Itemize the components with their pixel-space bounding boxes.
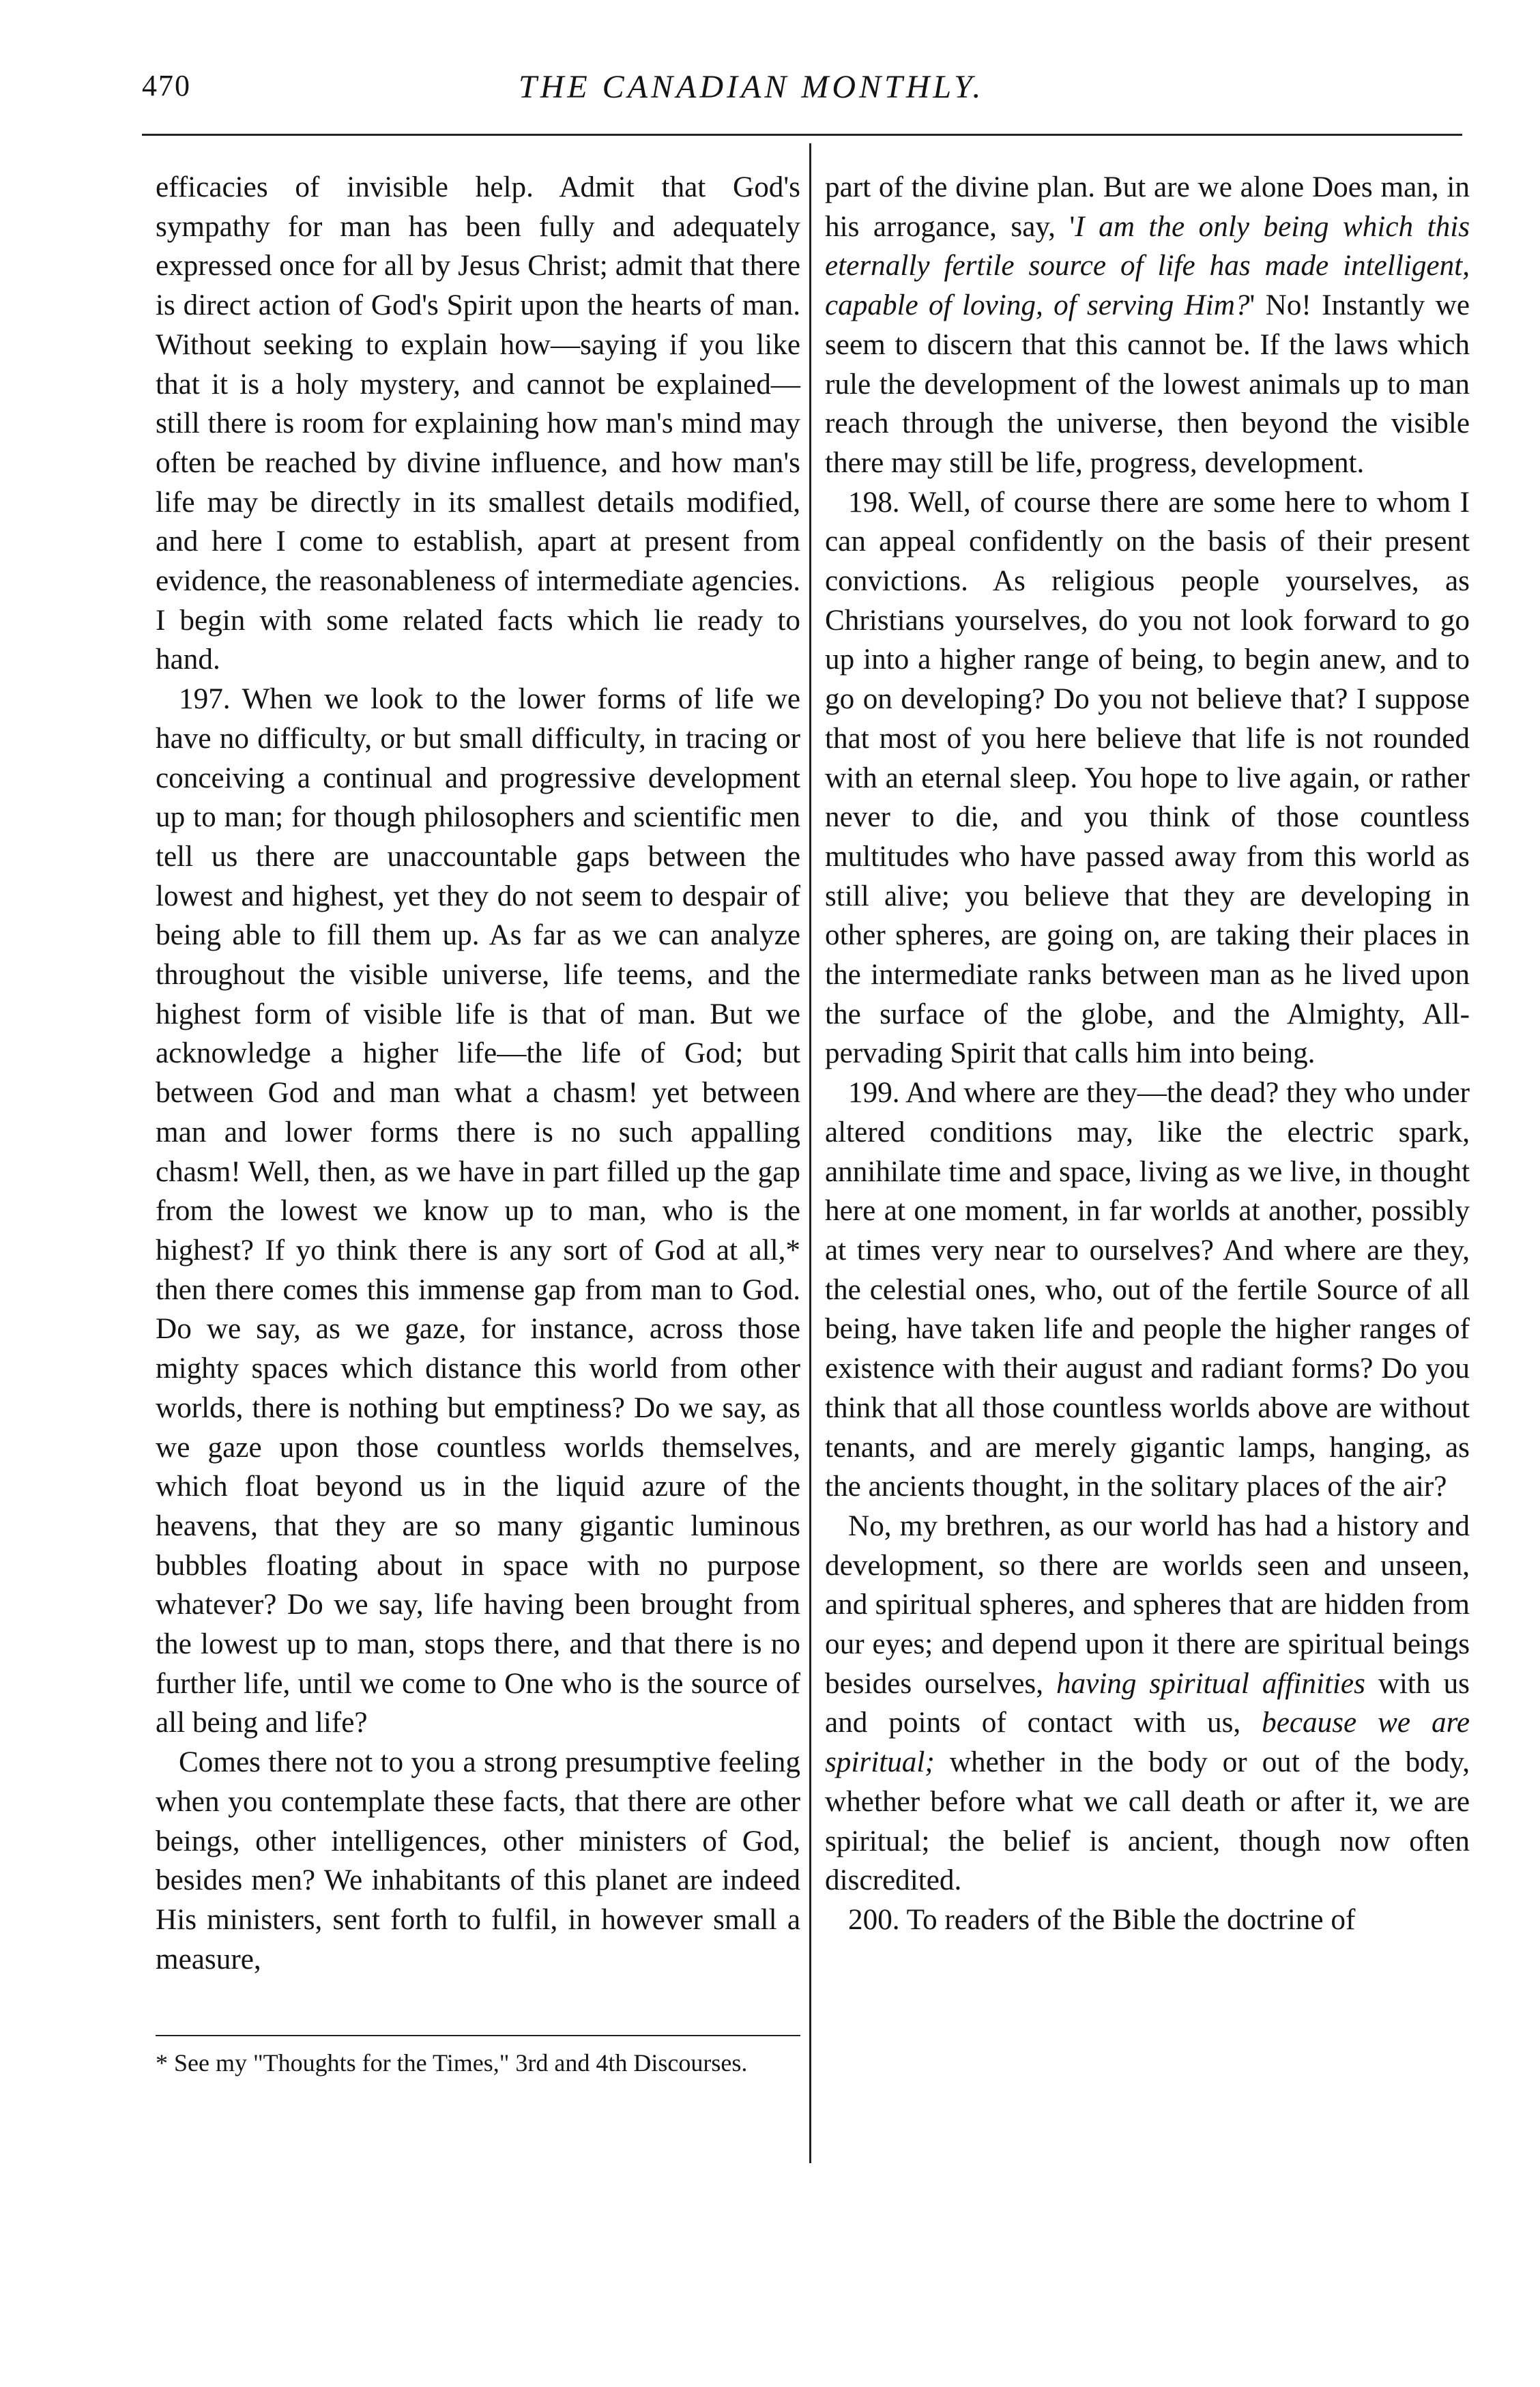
paragraph-presumptive: Comes there not to you a strong presumptive feeling when you contemplate these facts, that there are other beings, other intelligences, other ministers of God, besides men? We inhabitants of this planet are indeed His ministers, sent forth to fulfil, in however small a measure, [156,1746,800,1976]
paragraph-198: 198. Well, of course there are some here to whom I can appeal confidently on the basis of their present convictions. As religious people yourselves, as Christians yourselves, do you not look forward to go up into a higher range of being, to begin anew, and to go on developing? Do you not believe that? I suppose that most of you here believe that life is not rounded with an eternal sleep. You hope to live again, or rather never to die, and you think of those countless multitudes who have passed away from this world as still alive; you believe that they are developing in other spheres, are going on, are taking their places in the intermediate ranks between man as he lived upon the surface of the globe, and the Almighty, All-pervading Spirit that calls him into being. [825,486,1470,1070]
right-column [825,168,1470,1940]
paragraph-197: 197. When we look to the lower forms of life we have no difficulty, or but small difficulty, in tracing or conceiving a continual and progressive development up to man; for though philosophers and scientific men tell us there are unaccountable gaps between the lowest and highest, yet they do not seem to despair of being able to fill them up. As far as we can analyze throughout the visible universe, life teems, and the highest form of visible life is that of man. But we acknowledge a higher life—the life of God; but between God and man what a chasm! yet between man and lower forms there is no such appalling chasm! Well, then, as we have in part filled up the gap from the lowest we know up to man, who is the highest? If yo think there is any sort of God at all,* then there comes this immense gap from man to God. Do we say, as we gaze, for instance, across those mighty spaces which distance this world from other worlds, there is nothing but emptiness? Do we say, as we gaze upon those countless worlds themselves, which float beyond us in the liquid azure of the heavens, that they are so many gigantic luminous bubbles floating about in space with no purpose whatever? Do we say, life having been brought from the lowest up to man, stops there, and that there is no further life, until we come to One who is the source of all being and life? [156,683,800,1739]
column-divider [809,143,811,2163]
left-column [156,168,800,1979]
header-rule [142,134,1462,136]
running-title: THE CANADIAN MONTHLY. [519,69,985,105]
brethren-text-2: with us and points of contact with us, [825,1667,1470,1739]
brethren-text: No, my brethren, as our world has had a history and development, so there are worlds seen and unseen, and spiritual spheres, and spheres that are hidden from our eyes; and depend upon it there are spiritual beings besides ourselves, [825,1509,1470,1700]
brethren-text-3: whether in the body or out of the body, whether before what we call death or after it, we are spiritual; the belief is ancient, though now often discredited. [825,1746,1470,1897]
footnote: * See my "Thoughts for the Times," 3rd and 4th Discourses. [156,2049,748,2077]
paragraph-199: 199. And where are they—the dead? they who under altered conditions may, like the electric spark, annihilate time and space, living as we live, in thought here at one moment, in far worlds at another, possibly at times very near to ourselves? And where are they, the celestial ones, who, out of the fertile Source of all being, have taken life and people the higher ranges of existence with their august and radiant forms? Do you think that all those countless worlds above are without tenants, and are merely gigantic lamps, hanging, as the ancients thought, in the solitary places of the air? [825,1077,1470,1503]
paragraph-continued: efficacies of invisible help. Admit that God's sympathy for man has been fully and adequately expressed once for all by Jesus Christ; admit that there is direct action of God's Spirit upon the hearts of man. Without seeking to explain how—saying if you like that it is a holy mystery, and cannot be explained—still there is room for explaining how man's mind may often be reached by divine influence, and how man's life may be directly in its smallest details modified, and here I come to establish, apart at present from evidence, the reasonableness of intermediate agencies. I begin with some related facts which lie ready to hand. [156,171,800,676]
paragraph-200: 200. To readers of the Bible the doctrine of [848,1903,1356,1936]
paragraph-divine-plan-rest: ' No! Instantly we seem to discern that this cannot be. If the laws which rule the development of the lowest animals up to man reach through the universe, then beyond the visible there may still be life, progress, development. [825,289,1470,479]
italic-affinities: having spiritual affinities [1056,1667,1365,1700]
paragraph-divine-plan-text: part of the divine plan. But are we alone Does man, in his arrogance, say, ' [825,171,1470,243]
italic-spiritual: because we are spiritual; [825,1707,1470,1779]
footnote-rule [156,2035,800,2036]
paragraph-brethren [825,1507,1470,1900]
page-number: 470 [142,69,191,102]
quoted-question: I am the only being which this eternally fertile source of life has made intelligent, capable of loving, of serving Him? [825,210,1470,322]
paragraph-divine-plan [825,168,1470,483]
